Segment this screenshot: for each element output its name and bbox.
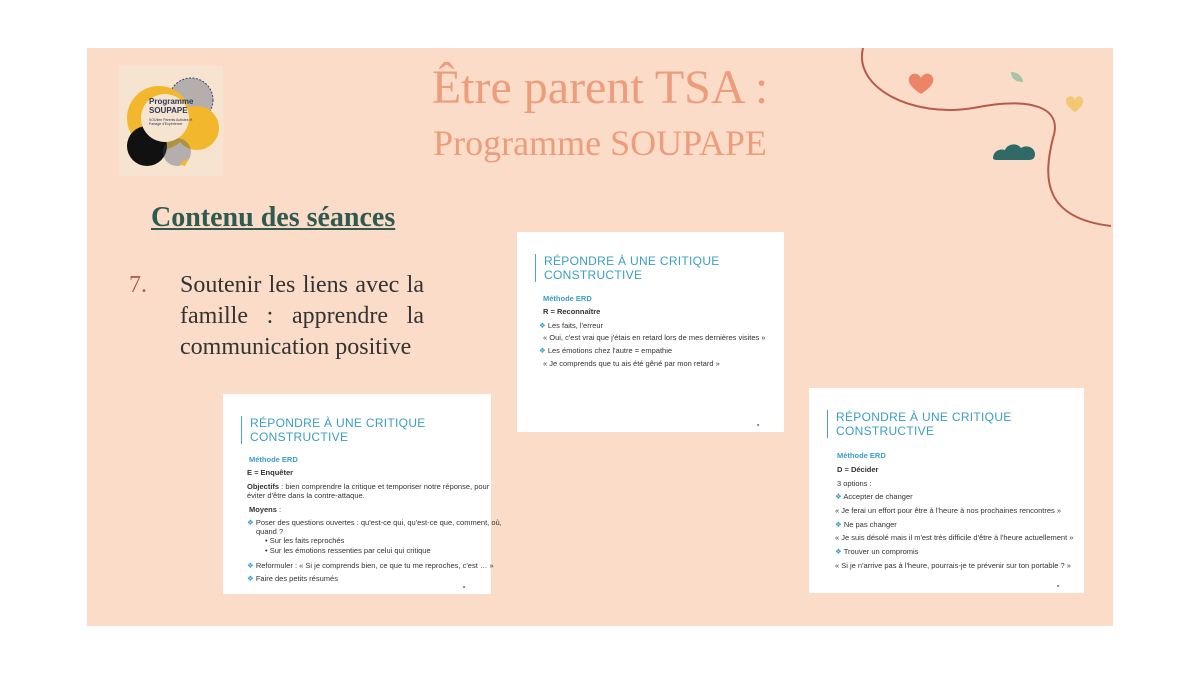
mini-slide-title: RÉPONDRE À UNE CRITIQUE CONSTRUCTIVE xyxy=(241,416,491,444)
quote-line: « Je suis désolé mais il m'est très difficile d'être à l'heure actuellement » xyxy=(835,533,1074,542)
means-line: Moyens : xyxy=(249,505,282,514)
objectives-line-2: éviter d'être dans la contre-attaque. xyxy=(247,491,365,500)
page-number-mark: ■ xyxy=(1057,583,1060,588)
mini-slide-enqueter xyxy=(223,394,502,594)
leaf-icon xyxy=(1011,72,1023,82)
logo-text-soupape: SOUPAPE xyxy=(149,106,188,115)
page-number-mark: ■ xyxy=(463,584,466,589)
mini-slide-title: RÉPONDRE À UNE CRITIQUE CONSTRUCTIVE xyxy=(535,254,784,282)
presentation-slide xyxy=(87,48,1113,626)
diamond-bullet-icon: ❖ xyxy=(539,321,546,330)
bullet-line: ❖ Les faits, l'erreur xyxy=(539,321,604,330)
bullet-line: ❖ Poser des questions ouvertes : qu'est-ce qui, qu'est-ce que, comment, où, xyxy=(247,518,502,527)
bullet-line-cont: quand ? xyxy=(256,527,284,536)
step-label: E = Enquêter xyxy=(247,468,294,477)
quote-line: « Si je n'arrive pas à l'heure, pourrais-je te prévenir sur ton portable ? » xyxy=(835,561,1071,570)
item-number: 7. xyxy=(129,272,147,298)
quote-line: « Je comprends que tu ais été gêné par mon retard » xyxy=(543,359,720,368)
diamond-bullet-icon: ❖ xyxy=(835,492,842,501)
logo-text-programme: Programme xyxy=(149,97,194,106)
slide-subtitle: Programme SOUPAPE xyxy=(433,123,767,163)
bullet-line: ❖ Ne pas changer xyxy=(835,520,897,529)
bullet-line: ❖ Les émotions chez l'autre = empathie xyxy=(539,346,673,355)
bullet-line: ❖ Faire des petits résumés xyxy=(247,574,338,583)
diamond-bullet-icon: ❖ xyxy=(835,520,842,529)
slide-title: Être parent TSA : xyxy=(431,61,769,114)
cloud-icon xyxy=(993,144,1035,160)
diamond-bullet-icon: ❖ xyxy=(539,346,546,355)
diamond-bullet-icon: ❖ xyxy=(247,561,254,570)
options-line: 3 options : xyxy=(837,479,872,488)
mini-slide-decider xyxy=(809,388,1084,593)
sub-bullet-line: • Sur les faits reprochés xyxy=(265,536,345,545)
mini-slide-reconnaitre xyxy=(517,232,784,432)
method-label: Méthode ERD xyxy=(837,451,886,460)
decorative-doodle xyxy=(853,48,1113,238)
diamond-bullet-icon: ❖ xyxy=(247,574,254,583)
item-text: Soutenir les liens avec la famille : apprendre la communication positive xyxy=(180,272,424,360)
bullet-line: ❖ Accepter de changer xyxy=(835,492,913,501)
method-label: Méthode ERD xyxy=(249,455,298,464)
bullet-line: ❖ Reformuler : « Si je comprends bien, ce que tu me reproches, c'est … » xyxy=(247,561,494,570)
step-label: R = Reconnaître xyxy=(543,307,601,316)
page-number-mark: ■ xyxy=(757,422,760,427)
mini-slide-title: RÉPONDRE À UNE CRITIQUE CONSTRUCTIVE xyxy=(827,410,1084,438)
heart-icon xyxy=(909,74,934,94)
heart-small-icon xyxy=(1066,96,1083,112)
method-label: Méthode ERD xyxy=(543,294,592,303)
bullet-line: ❖ Trouver un compromis xyxy=(835,547,919,556)
logo-text-tagline: SOUtien Parents Autistes et Partage d'Expérience xyxy=(149,118,193,126)
quote-line: « Oui, c'est vrai que j'étais en retard lors de mes dernières visites » xyxy=(543,333,766,342)
sub-bullet-line: • Sur les émotions ressenties par celui qui critique xyxy=(265,546,431,555)
diamond-bullet-icon: ❖ xyxy=(835,547,842,556)
objectives-line: Objectifs : bien comprendre la critique et temporiser notre réponse, pour xyxy=(247,482,490,491)
diamond-bullet-icon: ❖ xyxy=(247,518,254,527)
section-heading: Contenu des séances xyxy=(151,202,396,233)
quote-line: « Je ferai un effort pour être à l'heure à nos prochaines rencontres » xyxy=(835,506,1062,515)
step-label: D = Décider xyxy=(837,465,879,474)
